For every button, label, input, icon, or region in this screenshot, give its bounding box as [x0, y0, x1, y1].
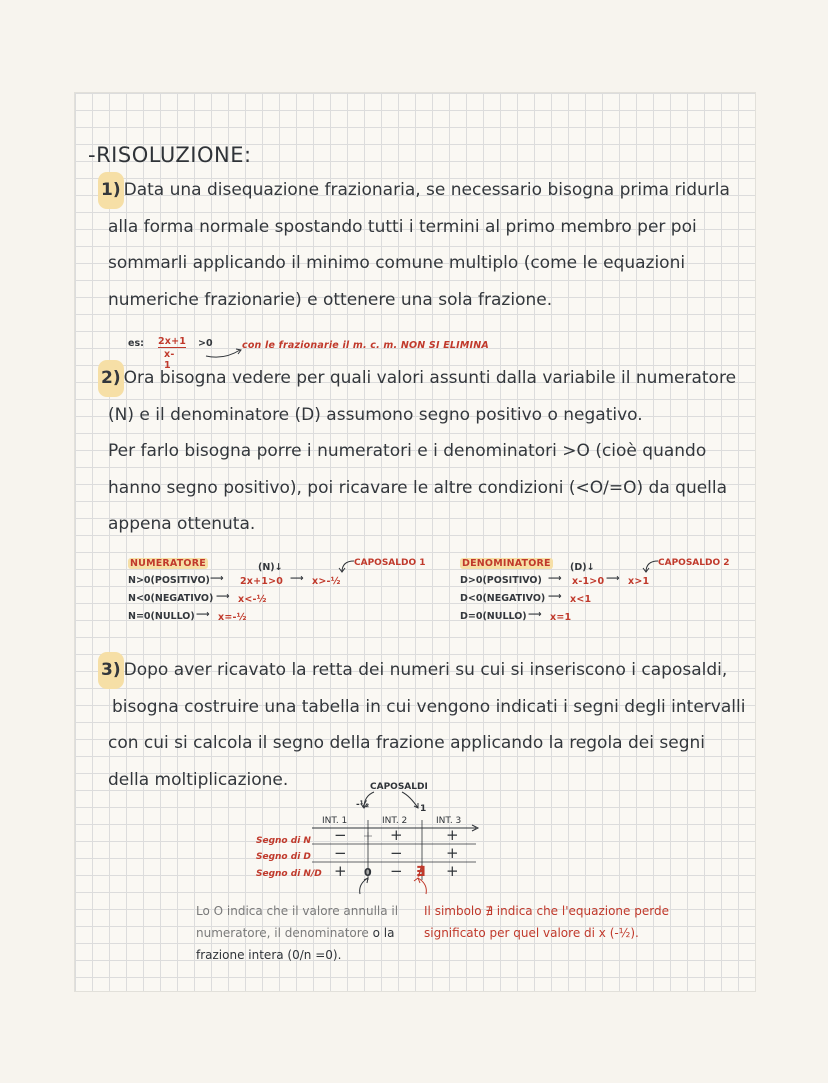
- denominatore-arrow-4-icon: ⟶: [528, 609, 542, 620]
- step-2-line-4: hanno segno positivo), poi ricavare le altre condizioni (<O/=O) da quella: [108, 477, 728, 498]
- caposaldo-2-arrow-icon: [640, 558, 660, 574]
- step-2-line-3: Per farlo bisogna porre i numeratori e i denominatori >O (cioè quando: [108, 441, 707, 461]
- step-1-line-2: alla forma normale spostando tutti i termini al primo membro per poi: [108, 216, 697, 237]
- numeratore-row-neg: N<0(NEGATIVO): [128, 593, 214, 604]
- step-2-line-5: appena ottenuta.: [108, 514, 256, 534]
- note-arrows-icon: [350, 876, 450, 896]
- denominatore-row-null: D=0(NULLO): [460, 611, 527, 622]
- denominatore-row-neg: D<0(NEGATIVO): [460, 593, 546, 604]
- step-2-paragraph: [98, 360, 736, 543]
- caposaldo-1-label: CAPOSALDO 1: [354, 558, 426, 568]
- step-3-line-4: della moltiplicazione.: [108, 769, 289, 790]
- step-1-line-3: sommarli applicando il minimo comune multiplo (come le equazioni: [108, 253, 686, 273]
- example-denominator: x-1: [164, 349, 175, 371]
- row-label-frac: Segno di N/D: [256, 869, 322, 879]
- step-3-line-2: bisogna costruire una tabella in cui vengono indicati i segni degli intervalli: [112, 696, 746, 717]
- step-2-line-1: Ora bisogna vedere per quali valori assunti dalla variabile il numeratore: [123, 368, 737, 388]
- numeratore-row-null: N=0(NULLO): [128, 611, 195, 622]
- undefined-note: [424, 900, 714, 944]
- numeratore-marker: (N)↓: [258, 562, 283, 573]
- numeratore-arrow-4-icon: ⟶: [196, 609, 210, 620]
- numeratore-result-neg: x<-½: [238, 594, 267, 605]
- numeratore-row-pos: N>0(POSITIVO): [128, 575, 210, 586]
- example-relation: >0: [198, 338, 213, 349]
- sign-frac-int2: −: [390, 862, 403, 880]
- step-1-line-1: Data una disequazione frazionaria, se necessario bisogna prima ridurla: [123, 180, 730, 200]
- denominatore-marker: (D)↓: [570, 562, 595, 573]
- step-3-line-1: Dopo aver ricavato la retta dei numeri su cui si inseriscono i caposaldi,: [123, 660, 728, 680]
- denominatore-heading: DENOMINATORE: [462, 558, 551, 569]
- step-2-number: 2): [98, 360, 124, 397]
- zero-note-line-3: frazione intera (0/n =0).: [196, 948, 342, 962]
- sign-table: [250, 780, 500, 890]
- denominatore-result-null: x=1: [550, 612, 572, 623]
- numeratore-result-pos: x>-½: [312, 576, 341, 587]
- numeratore-equation: 2x+1>0: [240, 576, 284, 587]
- undefined-mark: ∄: [416, 864, 426, 880]
- undefined-note-line-1: Il simbolo ∄ indica che l'equazione perde: [424, 904, 669, 918]
- step-2-line-2: (N) e il denominatore (D) assumono segno positivo o negativo.: [108, 404, 643, 425]
- step-1-line-4: numeriche frazionarie) e ottenere una sola frazione.: [108, 289, 553, 310]
- denominatore-equation: x-1>0: [572, 576, 605, 587]
- sign-d-int3: +: [446, 844, 459, 862]
- numeratore-block: [128, 556, 428, 636]
- denominatore-arrow-2-icon: ⟶: [606, 573, 620, 584]
- step-3-paragraph: [98, 652, 745, 798]
- numeratore-arrow-3-icon: ⟶: [216, 591, 230, 602]
- interval-2-label: INT. 2: [382, 816, 408, 826]
- denominatore-arrow-1-icon: ⟶: [548, 573, 562, 584]
- caposaldo-point-1: -½: [356, 800, 370, 810]
- caposaldi-label: CAPOSALDI: [370, 782, 428, 792]
- row-label-n: Segno di N: [256, 836, 311, 846]
- denominatore-result-neg: x<1: [570, 594, 592, 605]
- numeratore-arrow-2-icon: ⟶: [290, 573, 304, 584]
- zero-note: [196, 900, 426, 966]
- step-1-number: 1): [98, 172, 124, 209]
- zero-note-line-1: Lo O indica che il valore annulla il: [196, 904, 399, 918]
- denominatore-arrow-3-icon: ⟶: [548, 591, 562, 602]
- numeratore-arrow-1-icon: ⟶: [210, 573, 224, 584]
- caposaldo-1-arrow-icon: [336, 558, 356, 574]
- step-3-line-3: con cui si calcola il segno della frazione applicando la regola dei segni: [108, 733, 705, 753]
- denominatore-block: [460, 556, 750, 636]
- denominatore-row-pos: D>0(POSITIVO): [460, 575, 542, 586]
- sign-frac-int3: +: [446, 862, 459, 880]
- numeratore-result-null: x=-½: [218, 612, 247, 623]
- example-arrow-icon: [204, 346, 244, 360]
- step-1-paragraph: [98, 172, 730, 318]
- zero-mark: 0: [364, 866, 372, 879]
- undefined-note-line-2: significato per quel valore di x (-½).: [424, 926, 639, 940]
- sign-frac-int1: +: [334, 862, 347, 880]
- example-numerator: 2x+1: [158, 336, 187, 347]
- sign-n-int3: +: [446, 826, 459, 844]
- example-prefix: es:: [128, 338, 144, 349]
- interval-1-label: INT. 1: [322, 816, 348, 826]
- section-title: -RISOLUZIONE:: [88, 143, 252, 167]
- numeratore-heading: NUMERATORE: [130, 558, 206, 569]
- denominatore-result-pos: x>1: [628, 576, 650, 587]
- caposaldo-2-label: CAPOSALDO 2: [658, 558, 730, 568]
- example-note: con le frazionarie il m. c. m. NON SI ELIMINA: [242, 340, 489, 351]
- sign-d-int2: −: [390, 844, 403, 862]
- interval-3-label: INT. 3: [436, 816, 462, 826]
- row-label-d: Segno di D: [256, 852, 311, 862]
- sign-n-int2: +: [390, 826, 403, 844]
- zero-note-line-2: numeratore, il denominatore: [196, 926, 369, 940]
- caposaldo-point-2: 1: [420, 804, 427, 814]
- sign-d-int1: −: [334, 844, 347, 862]
- sign-n-int1: −: [334, 826, 347, 844]
- step-3-number: 3): [98, 652, 124, 689]
- zero-note-line-2b: o la: [368, 926, 395, 940]
